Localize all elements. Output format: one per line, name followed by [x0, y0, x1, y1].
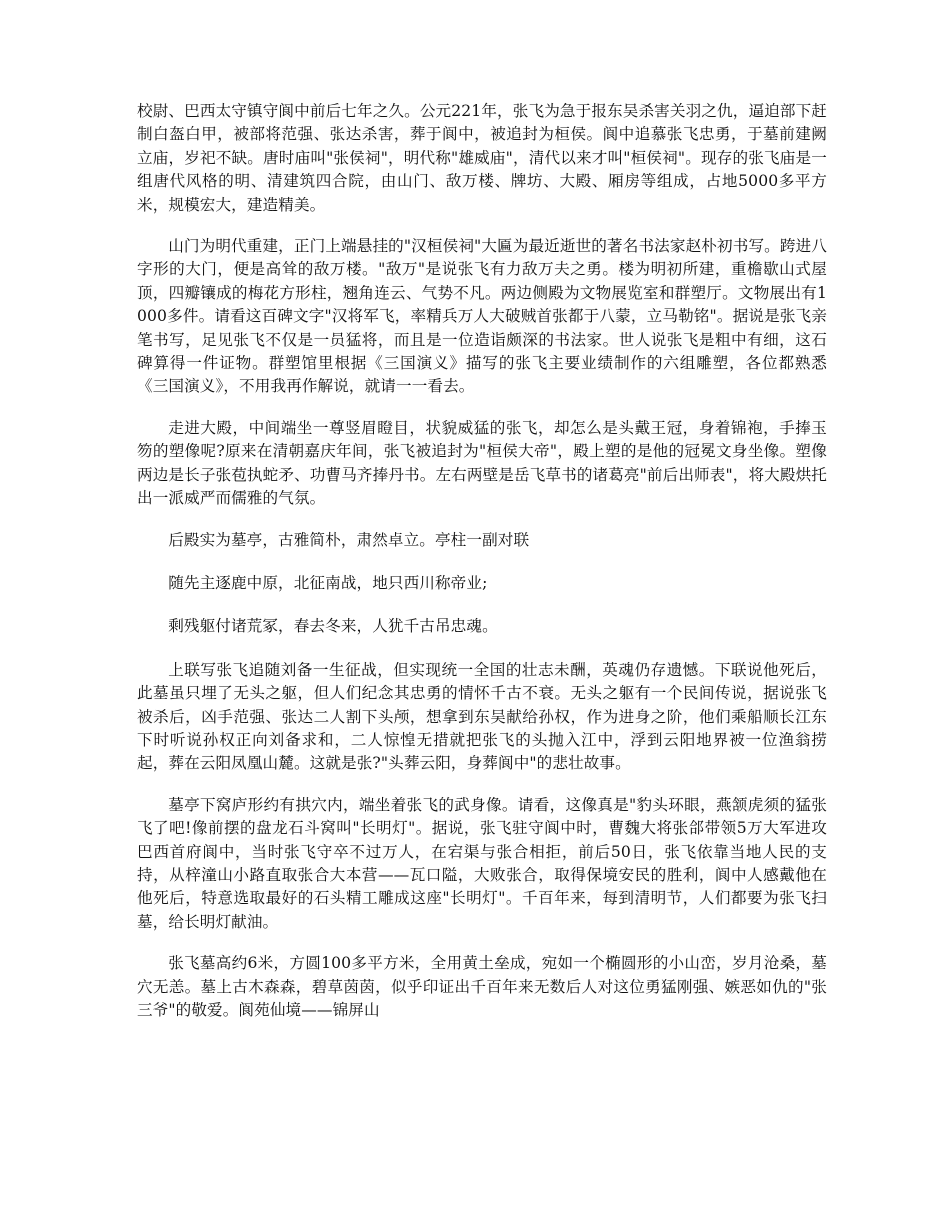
paragraph-history: 校尉、巴西太守镇守阆中前后七年之久。公元221年，张飞为急于报东吴杀害关羽之仇，逼迫部下赶制白盔白甲，被部将范强、张达杀害，葬于阆中，被追封为桓侯。阆中追慕张飞忠勇，于墓前建阙立庙，岁祀不缺。唐时庙叫"张侯祠"，明代称"雄威庙"，清代以来才叫"桓侯祠"。现存的张飞庙是一组唐代风格的明、清建筑四合院，由山门、敌万楼、牌坊、大殿、厢房等组成，占地5000多平方米，规模宏大，建造精美。 [137, 102, 827, 214]
paragraph-eternal-lamp: 墓亭下窝庐形约有拱穴内，端坐着张飞的武身像。请看，这像真是"豹头环眼，燕颔虎须的猛张飞了吧!像前摆的盘龙石斗窝叫"长明灯"。据说，张飞驻守阆中时，曹魏大将张郃带领5万大军进攻巴西首府阆中，当时张飞守卒不过万人，在宕渠与张合相拒，前后50日，张飞依靠当地人民的支持，从梓潼山小路直取张合大本营——瓦口隘，大败张合，取得保境安民的胜利，阆中人感戴他在他死后，特意选取最好的石头精工雕成这座"长明灯"。千百年来，每到清明节，人们都要为张飞扫墓，给长明灯献油。 [137, 795, 827, 931]
document-body [137, 100, 827, 1040]
paragraph-main-hall: 走进大殿，中间端坐一尊竖眉瞪目，状貌威猛的张飞，却怎么是头戴王冠，身着锦袍，手捧玉笏的塑像呢?原来在清朝嘉庆年间，张飞被追封为"桓侯大帝"，殿上塑的是他的冠冕文身坐像。塑像两边是长子张苞执蛇矛、功曹马齐捧丹书。左右两壁是岳飞草书的诸葛亮"前后出师表"，将大殿烘托出一派威严而儒雅的气氛。 [137, 418, 827, 508]
paragraph-couplet-explanation: 上联写张飞追随刘备一生征战，但实现统一全国的壮志未酬，英魂仍存遗憾。下联说他死后，此墓虽只埋了无头之躯，但人们纪念其忠勇的情怀千古不衰。无头之躯有一个民间传说，据说张飞被杀后，凶手范强、张达二人割下头颅，想拿到东吴献给孙权，作为进身之阶，他们乘船顺长江东下时听说孙权正向刘备求和，二人惊惶无措就把张飞的头抛入江中，浮到云阳地界被一位渔翁捞起，葬在云阳凤凰山麓。这就是张?"头葬云阳，身葬阆中"的悲壮故事。 [137, 660, 827, 773]
couplet-line-2: 剩残躯付诸荒冢，春去冬来，人犹千古吊忠魂。 [168, 617, 498, 636]
paragraph-gate-and-tower: 山门为明代重建，正门上端悬挂的"汉桓侯祠"大匾为最近逝世的著名书法家赵朴初书写。跨进八字形的大门，便是高耸的敌万楼。"敌万"是说张飞有力敌万夫之勇。楼为明初所建，重檐歇山式屋顶，四瓣镶成的梅花方形柱，翘角连云、气势不凡。两边侧殿为文物展览室和群塑厅。文物展出有1000多件。请看这百碑文字"汉将军飞，率精兵万人大破贼首张都于八蒙，立马勒铭"。据说是张飞亲笔书写，足见张飞不仅是一员猛将，而且是一位造诣颇深的书法家。世人说张飞是粗中有细，这石碑算得一件证物。群塑馆里根据《三国演义》描写的张飞主要业绩制作的六组雕塑，各位都熟悉《三国演义》，不用我再作解说，就请一一看去。 [137, 237, 827, 396]
couplet-line-1: 随先主逐鹿中原，北征南战，地只西川称帝业; [168, 573, 488, 592]
paragraph-tomb-description: 张飞墓高约6米，方圆100多平方米，全用黄土垒成，宛如一个椭圆形的小山峦，岁月沧桑，墓穴无恙。墓上古木森森，碧草茵茵，似乎印证出千百年来无数后人对这位勇猛刚强、嫉恶如仇的"张三爷"的敬爱。阆苑仙境——锦屏山 [137, 954, 827, 1019]
paragraph-tomb-pavilion: 后殿实为墓亭，古雅简朴，肃然卓立。亭柱一副对联 [168, 530, 530, 549]
